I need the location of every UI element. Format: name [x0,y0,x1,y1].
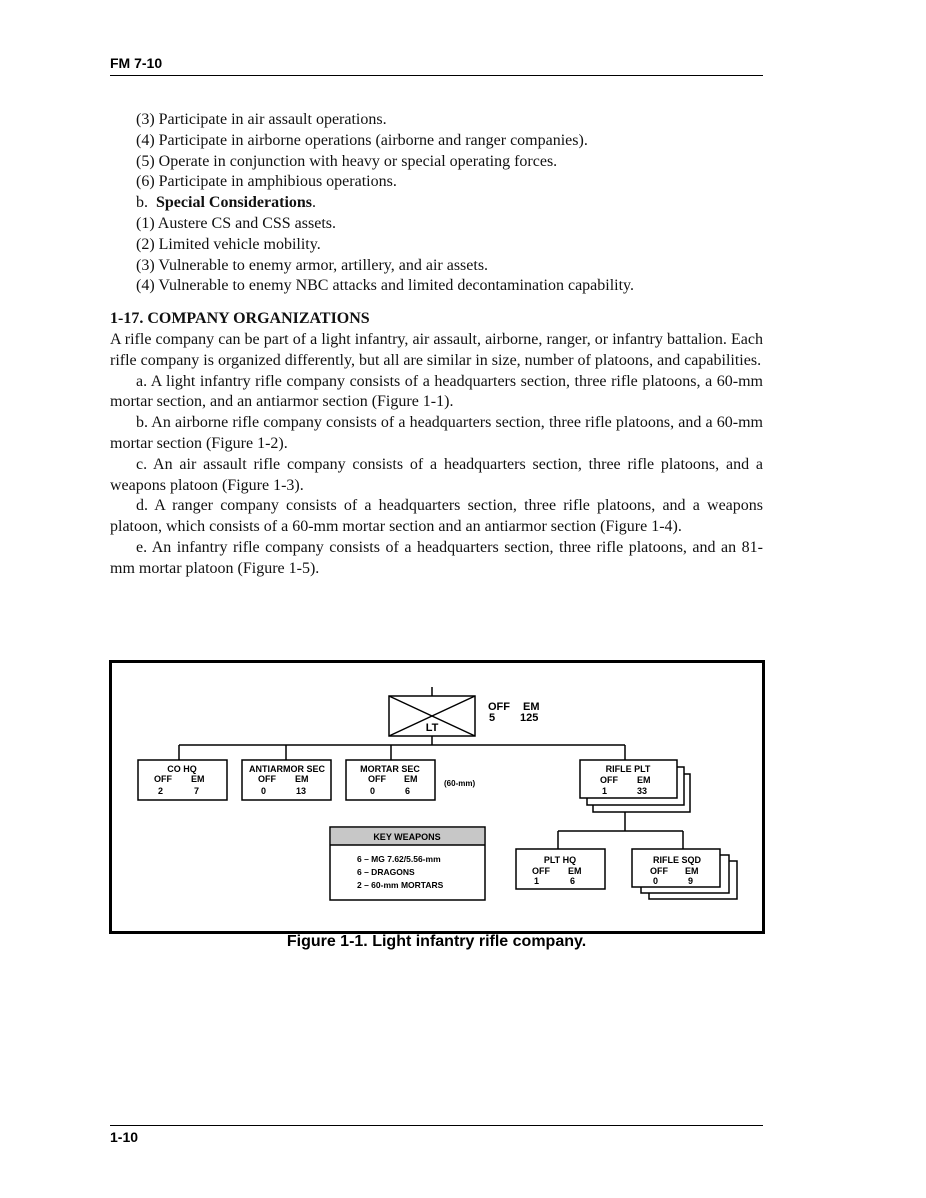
figure-caption: Figure 1-1. Light infantry rifle company. [286,933,587,950]
list-item: (3) Participate in air assault operations. [136,111,387,128]
plt-hq-em-label: EM [568,866,582,876]
antiarmor-title: ANTIARMOR SEC [249,764,325,774]
co-hq-off-value: 2 [158,786,164,796]
list-item: (5) Operate in conjunction with heavy or special operating forces. [136,152,558,170]
running-header: FM 7-10 [110,55,163,71]
special-considerations-heading [110,193,763,214]
rifle-sqd-title: RIFLE SQD [652,855,702,865]
page-number: 1-10 [110,1129,139,1145]
mortar-off-value: 0 [370,786,376,796]
company-off-value: 5 [489,712,496,724]
rifle-plt-em-value: 33 [637,786,648,796]
list-item: (3) Vulnerable to enemy armor, artillery, and air assets. [136,256,489,274]
rifle-sqd-em-value: 9 [688,876,694,886]
mortar-em-value: 6 [405,786,411,796]
mortar-title: MORTAR SEC [360,764,420,774]
org-chart [112,663,762,931]
rifle-plt-title: RIFLE PLT [605,764,651,774]
antiarmor-em-value: 13 [296,786,307,796]
antiarmor-em-label: EM [295,774,309,784]
paragraph: e. An infantry rifle company consists of a headquarters section, three rifle platoons, and an 81-mm mortar platoon (Figure 1-5). [110,538,763,577]
co-hq-off-label: OFF [154,774,172,784]
key-weapon-item: 6 – MG 7.62/5.56-mm [357,854,441,864]
rifle-plt-em-label: EM [637,775,651,785]
section-title: 1-17. COMPANY ORGANIZATIONS [110,310,370,328]
rifle-plt-off-value: 1 [602,786,608,796]
plt-hq-em-value: 6 [570,876,576,886]
intro-paragraph: A rifle company can be part of a light infantry, air assault, airborne, ranger, or infantry battalion. Each rifle company is organized differently, but all are similar in size, number of platoons, and capabilities. [110,330,763,369]
plt-hq-off-label: OFF [532,866,550,876]
heading-suffix: . [312,194,317,212]
heading-label: Special Considerations [156,194,313,212]
co-hq-em-value: 7 [194,786,200,796]
key-weapon-item: 2 – 60-mm MORTARS [357,880,444,890]
paragraph: d. A ranger company consists of a headquarters section, three rifle platoons, and a weapons platoon, which consists of a 60-mm mortar section and an antiarmor section (Figure 1-4). [110,497,763,536]
paragraph: b. An airborne rifle company consists of a headquarters section, three rifle platoons, and a 60-mm mortar section (Figure 1-2). [110,414,763,452]
company-off-label: OFF [488,701,510,713]
mortar-em-label: EM [404,774,418,784]
key-weapon-item: 6 – DRAGONS [357,867,415,877]
mortar-off-label: OFF [368,774,386,784]
footer-rule [110,1125,763,1126]
document-body [110,110,763,580]
org-chart-figure [109,660,765,934]
rifle-sqd-off-label: OFF [650,866,668,876]
list-item: (6) Participate in amphibious operations. [136,173,397,191]
co-hq-em-label: EM [191,774,205,784]
list-item: (2) Limited vehicle mobility. [136,235,321,253]
plt-hq-off-value: 1 [534,876,540,886]
antiarmor-off-label: OFF [258,774,276,784]
header-rule [110,75,763,76]
company-em-label: EM [523,701,540,713]
rifle-plt-off-label: OFF [600,775,618,785]
heading-prefix: b. [136,194,148,212]
antiarmor-off-value: 0 [261,786,267,796]
key-weapons-title: KEY WEAPONS [373,832,441,842]
company-em-value: 125 [520,712,539,724]
paragraph: a. A light infantry rifle company consists of a headquarters section, three rifle platoons, a 60-mm mortar section, and an antiarmor section (Figure 1-1). [110,372,763,411]
rifle-sqd-off-value: 0 [653,876,659,886]
mortar-note: (60-mm) [444,779,476,788]
rifle-sqd-em-label: EM [685,866,699,876]
list-item: (1) Austere CS and CSS assets. [136,214,336,232]
plt-hq-title: PLT HQ [543,855,577,865]
paragraph: c. An air assault rifle company consists of a headquarters section, three rifle platoons, and a weapons platoon (Figure 1-3). [110,455,763,494]
company-symbol-label: LT [425,722,439,734]
list-item: (4) Vulnerable to enemy NBC attacks and limited decontamination capability. [136,277,635,295]
list-item: (4) Participate in airborne operations (airborne and ranger companies). [136,131,588,149]
co-hq-title: CO HQ [167,764,197,774]
